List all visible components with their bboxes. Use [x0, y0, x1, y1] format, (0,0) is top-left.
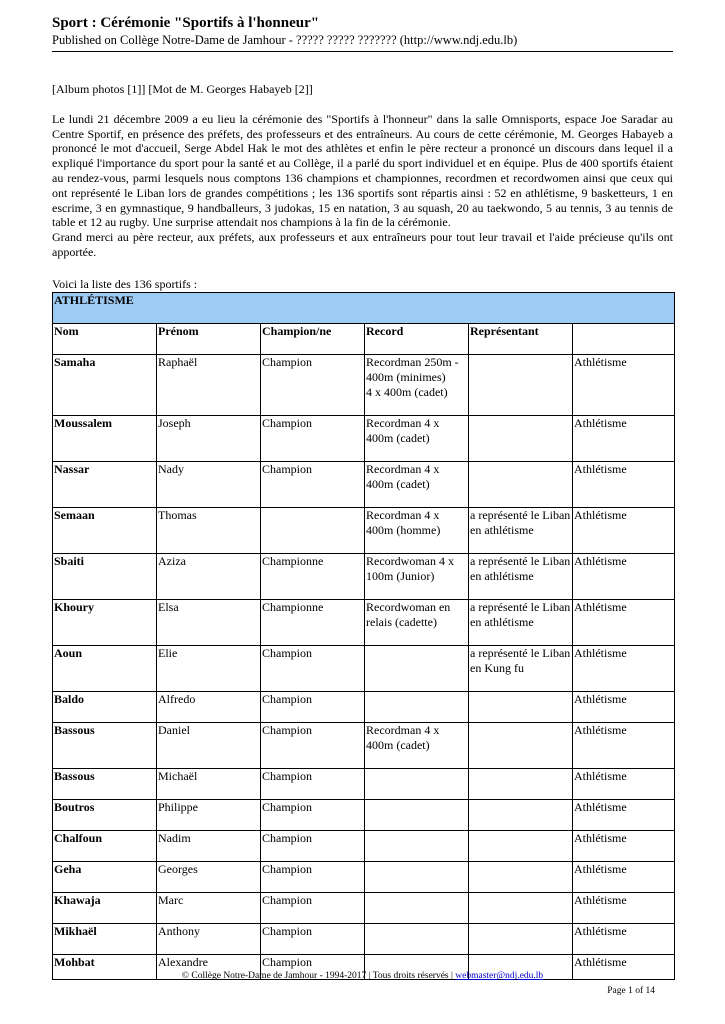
cell-champion: Champion	[261, 768, 365, 799]
cell-sport: Athlétisme	[573, 830, 675, 861]
table-row	[53, 923, 675, 954]
cell-prenom: Elsa	[157, 599, 261, 645]
cell-sport: Athlétisme	[573, 799, 675, 830]
cell-nom: Boutros	[53, 799, 157, 830]
cell-prenom: Nadim	[157, 830, 261, 861]
header-record: Record	[365, 323, 469, 354]
table-row	[53, 892, 675, 923]
cell-sport: Athlétisme	[573, 861, 675, 892]
cell-prenom: Marc	[157, 892, 261, 923]
header-divider	[52, 51, 673, 52]
cell-representant: a représenté le Liban en Kung fu	[469, 645, 573, 691]
cell-representant	[469, 799, 573, 830]
table-row	[53, 354, 675, 415]
table-row	[53, 415, 675, 461]
section-row	[53, 292, 675, 323]
footer-copyright: © Collège Notre-Dame de Jamhour - 1994-2017 | Tous droits réservés |	[181, 971, 456, 981]
cell-champion: Champion	[261, 691, 365, 722]
cell-sport: Athlétisme	[573, 645, 675, 691]
cell-nom: Nassar	[53, 461, 157, 507]
table-row	[53, 599, 675, 645]
cell-representant	[469, 923, 573, 954]
cell-champion: Champion	[261, 892, 365, 923]
cell-sport: Athlétisme	[573, 354, 675, 415]
cell-sport: Athlétisme	[573, 923, 675, 954]
cell-champion: Champion	[261, 923, 365, 954]
cell-record: Recordman 250m - 400m (minimes) 4 x 400m (cadet)	[365, 354, 469, 415]
cell-representant: a représenté le Liban en athlétisme	[469, 599, 573, 645]
table-row	[53, 830, 675, 861]
cell-nom: Mikhaël	[53, 923, 157, 954]
cell-record: Recordwoman 4 x 100m (Junior)	[365, 553, 469, 599]
cell-champion: Champion	[261, 861, 365, 892]
cell-sport: Athlétisme	[573, 553, 675, 599]
cell-nom: Khawaja	[53, 892, 157, 923]
cell-prenom: Alfredo	[157, 691, 261, 722]
section-title: ATHLÉTISME	[53, 292, 675, 323]
list-intro: Voici la liste des 136 sportifs :	[52, 276, 198, 291]
cell-representant	[469, 691, 573, 722]
cell-sport: Athlétisme	[573, 461, 675, 507]
cell-prenom: Michaël	[157, 768, 261, 799]
cell-representant	[469, 861, 573, 892]
album-links-line: [Album photos [1]] [Mot de M. Georges Habayeb [2]]	[52, 82, 313, 96]
cell-record: Recordman 4 x 400m (cadet)	[365, 722, 469, 768]
cell-nom: Samaha	[53, 354, 157, 415]
cell-nom: Aoun	[53, 645, 157, 691]
cell-nom: Mohbat	[53, 954, 157, 979]
cell-champion: Champion	[261, 415, 365, 461]
cell-record	[365, 768, 469, 799]
cell-sport: Athlétisme	[573, 768, 675, 799]
cell-nom: Chalfoun	[53, 830, 157, 861]
cell-representant	[469, 354, 573, 415]
cell-representant: a représenté le Liban en athlétisme	[469, 553, 573, 599]
cell-champion: Championne	[261, 553, 365, 599]
cell-sport: Athlétisme	[573, 415, 675, 461]
cell-champion: Champion	[261, 954, 365, 979]
cell-representant	[469, 768, 573, 799]
cell-representant	[469, 722, 573, 768]
table-row	[53, 507, 675, 553]
cell-representant: a représenté le Liban en athlétisme	[469, 507, 573, 553]
cell-record: Recordman 4 x 400m (cadet)	[365, 461, 469, 507]
cell-sport: Athlétisme	[573, 892, 675, 923]
table-row	[53, 861, 675, 892]
table-row	[53, 768, 675, 799]
cell-prenom: Anthony	[157, 923, 261, 954]
cell-nom: Sbaiti	[53, 553, 157, 599]
cell-nom: Moussalem	[53, 415, 157, 461]
cell-prenom: Daniel	[157, 722, 261, 768]
cell-nom: Semaan	[53, 507, 157, 553]
cell-champion: Championne	[261, 599, 365, 645]
table-row	[53, 645, 675, 691]
cell-record: Recordman 4 x 400m (homme)	[365, 507, 469, 553]
cell-representant	[469, 415, 573, 461]
cell-nom: Geha	[53, 861, 157, 892]
table-row	[53, 553, 675, 599]
cell-prenom: Joseph	[157, 415, 261, 461]
cell-prenom: Raphaël	[157, 354, 261, 415]
main-content	[52, 82, 673, 980]
cell-record	[365, 645, 469, 691]
cell-champion: Champion	[261, 830, 365, 861]
cell-record	[365, 861, 469, 892]
cell-champion: Champion	[261, 354, 365, 415]
header-sport	[573, 323, 675, 354]
cell-sport: Athlétisme	[573, 954, 675, 979]
header-row	[53, 323, 675, 354]
cell-representant	[469, 830, 573, 861]
header-representant: Représentant	[469, 323, 573, 354]
cell-record	[365, 923, 469, 954]
cell-champion: Champion	[261, 722, 365, 768]
thanks-paragraph: Grand merci au père recteur, aux préfets, aux professeurs et aux entraîneurs pour tout leur travail et l'aide précieuse qu'ils ont apportée.	[52, 230, 673, 259]
cell-sport: Athlétisme	[573, 722, 675, 768]
cell-nom: Khoury	[53, 599, 157, 645]
cell-sport: Athlétisme	[573, 691, 675, 722]
cell-record	[365, 799, 469, 830]
header-nom: Nom	[53, 323, 157, 354]
cell-prenom: Alexandre	[157, 954, 261, 979]
page-footer	[0, 970, 725, 982]
cell-prenom: Nady	[157, 461, 261, 507]
header-prenom: Prénom	[157, 323, 261, 354]
table-row	[53, 691, 675, 722]
cell-representant	[469, 892, 573, 923]
cell-prenom: Elie	[157, 645, 261, 691]
cell-representant	[469, 461, 573, 507]
sportsmen-table	[52, 292, 675, 980]
cell-record: Recordwoman en relais (cadette)	[365, 599, 469, 645]
cell-record	[365, 830, 469, 861]
cell-nom: Baldo	[53, 691, 157, 722]
cell-record	[365, 892, 469, 923]
webmaster-email-link[interactable]: webmaster@ndj.edu.lb	[455, 971, 544, 981]
cell-champion	[261, 507, 365, 553]
table-row	[53, 461, 675, 507]
table-row	[53, 799, 675, 830]
cell-nom: Bassous	[53, 768, 157, 799]
cell-champion: Champion	[261, 461, 365, 507]
cell-prenom: Thomas	[157, 507, 261, 553]
published-line: Published on Collège Notre-Dame de Jamhour - ????? ????? ??????? (http://www.ndj.edu.lb)	[52, 33, 518, 47]
intro-paragraph: Le lundi 21 décembre 2009 a eu lieu la cérémonie des "Sportifs à l'honneur" dans la salle Omnisports, espace Joe Saradar au Centre Sportif, en présence des préfets, des professeurs et des entraîneurs. Au cours de cette cérémonie, M. Georges Habayeb a prononcé le mot d'accueil, Serge Abdel Hak le mot des athlètes et enfin le père recteur a prononcé un discours dans lequel il a expliqué l'importance du sport pour la santé et au Collège, il a parlé du sport individuel et en équipe. Plus de 400 sportifs étaient au rendez-vous, parmi lesquels nous comptons 136 champions et championnes, recordmen et recordwomen ainsi que ceux qui ont représenté le Liban lors de grandes compétitions ; les 136 sportifs sont répartis ainsi : 52 en athlétisme, 9 basketteurs, 1 en escrime, 3 en gymnastique, 9 handballeurs, 3 judokas, 15 en natation, 3 au squash, 20 au taekwondo, 5 au tennis, 3 au tennis de table et 12 au rugby. Une surprise attendait nos champions à la fin de la cérémonie.	[52, 111, 673, 230]
cell-record	[365, 691, 469, 722]
cell-record: Recordman 4 x 400m (cadet)	[365, 415, 469, 461]
cell-champion: Champion	[261, 645, 365, 691]
page-number: Page 1 of 14	[607, 986, 655, 996]
cell-prenom: Aziza	[157, 553, 261, 599]
cell-sport: Athlétisme	[573, 507, 675, 553]
cell-sport: Athlétisme	[573, 599, 675, 645]
page-title: Sport : Cérémonie "Sportifs à l'honneur"	[52, 15, 320, 31]
cell-champion: Champion	[261, 799, 365, 830]
table-row	[53, 722, 675, 768]
cell-prenom: Georges	[157, 861, 261, 892]
cell-nom: Bassous	[53, 722, 157, 768]
header-champion: Champion/ne	[261, 323, 365, 354]
page-header	[52, 14, 673, 52]
cell-prenom: Philippe	[157, 799, 261, 830]
